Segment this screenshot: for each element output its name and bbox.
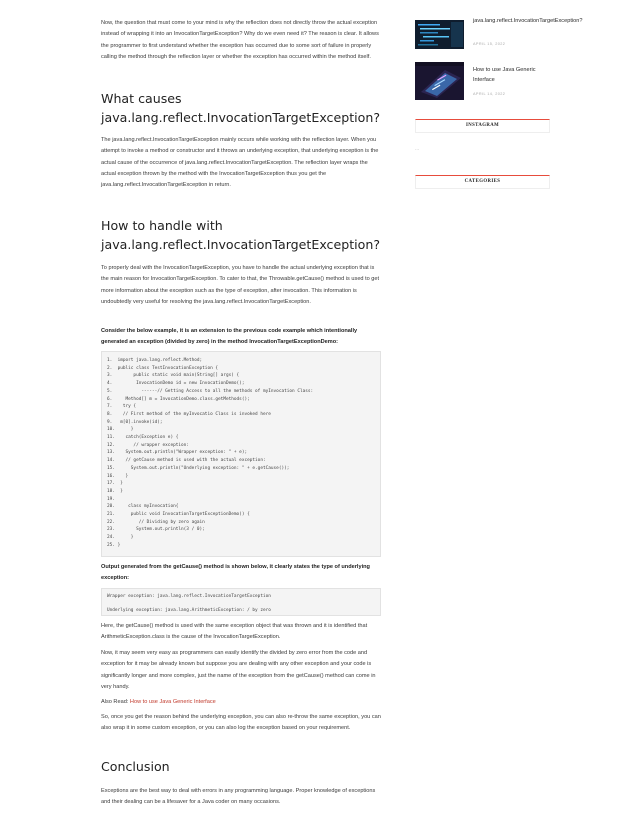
code-line: 17. } [107, 481, 123, 487]
code-line: 20. class myInvocation{ [107, 504, 179, 510]
output-code-block [101, 588, 381, 616]
intro-paragraph: Now, the question that must come to your mind is why the reflection does not directly throw the actual exception instead of wrapping it into an InvocationTargetException? Why do we even need it? The reason is clear. It allows the programmer to first understand whether the exception has occurred due to some sort of failure in properly calling the method through the reflection layer or whether the exception has occurred within the method itself. [101, 20, 379, 60]
now-paragraph: Now, it may seem very easy as programmers can easily identify the divided by zero error from the code and exception for it may be already known but suppose you are dealing with any other exception and your code is significantly longer and more complex, just the name of the exception from the getCause() method can come in very handy. [101, 650, 376, 690]
code-line: 1. import java.lang.reflect.Method; [107, 358, 203, 363]
post-title-link[interactable]: java.lang.reflect.InvocationTargetException? [473, 18, 583, 24]
code-line [107, 600, 375, 607]
code-line: 21. public void InvocationTargetExceptionDemo() { [107, 512, 250, 518]
code-line: 25. } [107, 542, 121, 548]
code-line: 4. InvocationDemo id = new InvocationDemo(); [107, 381, 245, 387]
causes-paragraph: The java.lang.reflect.InvocationTargetException mainly occurs while working with the reflection layer. When you attempt to invoke a method or constructor and it throws an underlying exception, that underlying exception is the actual cause of the occurrence of java.lang.reflect.InvocationTargetException. The reflection layer wraps the actual exception thrown by the method with the InvocationTargetException thus you get the java.lang.reflect.InvocationTargetException in return. [101, 137, 379, 189]
instagram-feed-placeholder: ... [415, 146, 420, 152]
code-line: 15. System.out.println("Underlying exception: " + e.getCause()); [107, 465, 290, 471]
handle-paragraph: To properly deal with the InvocationTargetException, you have to handle the actual underlying exception that is the main reason for InvocationTargetException. To cater to that, the Throwable.getCause() method is used to get more information about the exception such as the type of exception, after invocation. This information is undoubtedly very useful for resolving the java.lang.reflect.InvocationTargetException. [101, 265, 380, 305]
code-line: 9. m[0].invoke(id); [107, 419, 163, 425]
also-read-label: Also Read: [101, 699, 130, 705]
code-block [101, 351, 381, 557]
post-thumbnail-image[interactable] [415, 62, 464, 100]
code-line: 19. [107, 496, 115, 502]
code-line: 24. } [107, 535, 134, 541]
sidebar-post-1[interactable] [415, 12, 583, 56]
code-line: 6. Method[] m = InvocationDemo.class.getMethods(); [107, 396, 250, 402]
laptop-code-thumbnail-icon [415, 62, 464, 100]
consider-paragraph: Consider the below example, it is an extension to the previous code example which intentionally generated an exception (divided by zero) in the method InvocationTargetExceptionDemo: [101, 328, 358, 346]
post-title-link[interactable]: How to use Java Generic Interface [473, 67, 536, 83]
post-date: APRIL 14, 2022 [473, 92, 506, 96]
code-screen-thumbnail-icon [415, 20, 464, 49]
code-line: Wrapper exception: java.lang.reflect.InvocationTargetException [107, 594, 271, 599]
instagram-widget-title: INSTAGRAM [415, 119, 550, 133]
code-line: 14. // getCause method is used with the actual exception: [107, 458, 266, 464]
code-line: 8. // First method of the myInvocatio Class is invoked here [107, 411, 271, 417]
code-line: 23. System.out.println(3 / 0); [107, 527, 205, 533]
here-paragraph: Here, the getCause() method is used with the same exception object that was thrown and it is identified that ArithmeticException.class is the cause of the InvocationTargetException. [101, 623, 368, 641]
categories-widget-title: CATEGORIES [415, 175, 550, 189]
code-line: 3. public static void main(String[] args) { [107, 373, 240, 379]
code-line: 5. ------// Getting Access to all the methods of myInvocation Class: [107, 388, 314, 394]
code-line: 2. public class TestInvocationException { [107, 365, 219, 371]
code-line: 22. // Dividing by zero again [107, 519, 205, 525]
so-paragraph: So, once you get the reason behind the underlying exception, you can also re-throw the same exception, you can also wrap it in some custom exception, or you can also log the exception based on your requirement. [101, 714, 381, 732]
code-line: 12. // wrapper exception: [107, 442, 189, 448]
code-line: 13. System.out.println("Wrapper exception: " + e); [107, 450, 248, 456]
also-read-link[interactable]: How to use Java Generic Interface [129, 699, 216, 705]
code-line: 7. try { [107, 404, 137, 410]
code-line: 18. } [107, 488, 123, 494]
sidebar-post-2[interactable] [415, 60, 550, 104]
code-line: Underlying exception: java.lang.ArithmeticException: / by zero [107, 608, 271, 613]
also-read [101, 697, 381, 708]
post-thumbnail-image[interactable] [415, 20, 464, 49]
heading-conclusion: Conclusion [101, 759, 170, 774]
post-date: APRIL 15, 2022 [473, 42, 506, 46]
code-line: 16. } [107, 473, 129, 479]
heading-how-to-handle: How to handle with java.lang.reflect.InvocationTargetException? [101, 218, 381, 252]
heading-what-causes: What causes java.lang.reflect.InvocationTargetException? [101, 91, 381, 125]
output-paragraph: Output generated from the getCause() method is shown below, it clearly states the type of underlying exception: [101, 564, 370, 582]
code-line: 10. } [107, 427, 134, 433]
code-line: 11. catch(Exception e) { [107, 435, 179, 441]
conclusion-paragraph: Exceptions are the best way to deal with errors in any programming language. Proper knowledge of exceptions and their dealing can be a lifesaver for a Java coder on many occasions. [101, 788, 376, 806]
